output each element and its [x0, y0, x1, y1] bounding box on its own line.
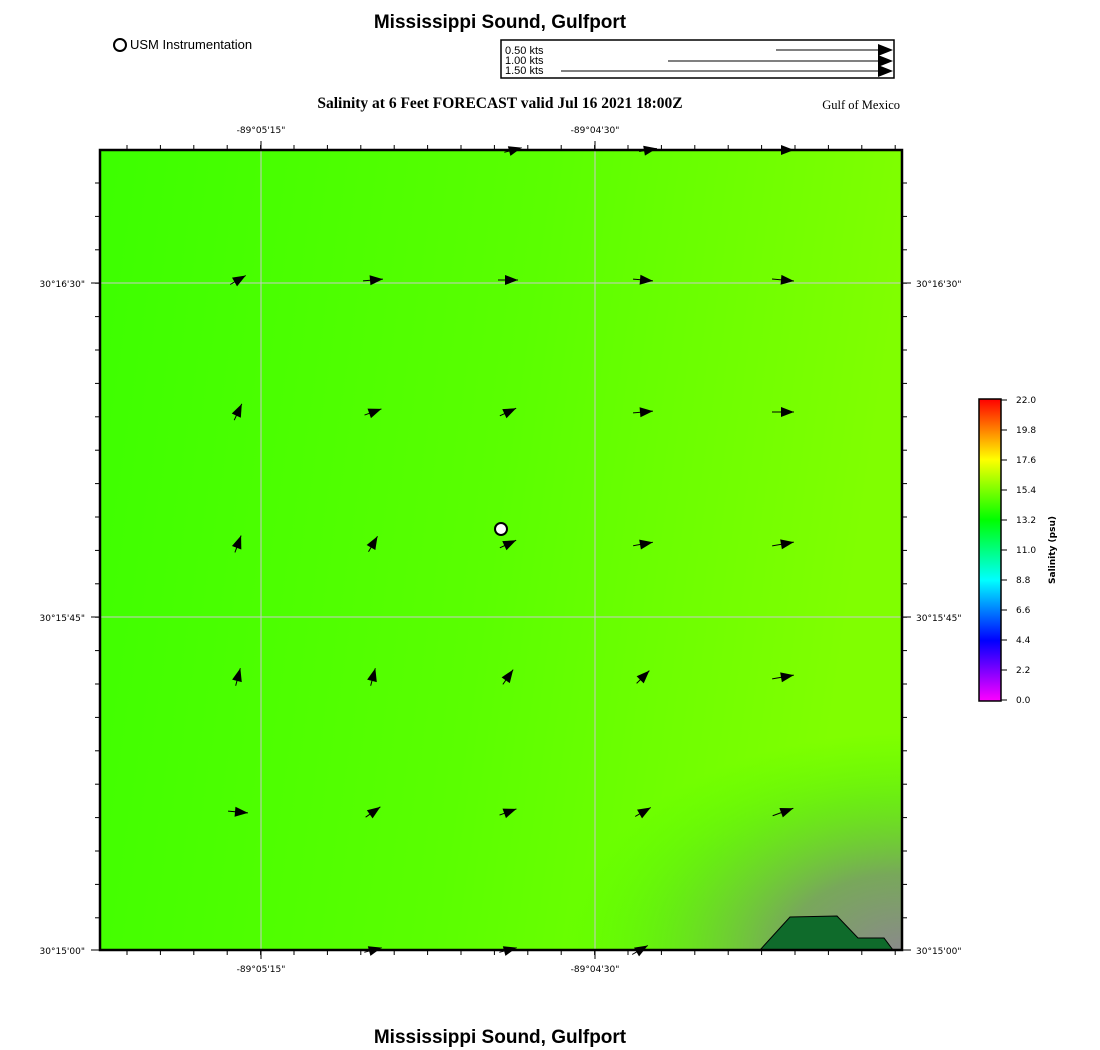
low-salinity-shallows	[420, 640, 902, 950]
top-tick-label-1: -89°04'30"	[570, 126, 620, 136]
bottom-tick-label-0: -89°05'15"	[236, 965, 286, 975]
colorbar-tick-label: 13.2	[1016, 516, 1037, 526]
salinity-colorbar	[979, 396, 1058, 706]
colorbar-gradient	[979, 399, 1001, 701]
colorbar-tick-label: 4.4	[1016, 636, 1031, 646]
right-tick-label-1: 30°15'45"	[916, 614, 962, 624]
right-tick-label-0: 30°16'30"	[916, 280, 962, 290]
left-tick-label-0: 30°16'30"	[39, 280, 85, 290]
speed-scale-legend	[501, 40, 894, 78]
colorbar-tick-label: 0.0	[1016, 696, 1031, 706]
colorbar-ticks	[1001, 396, 1036, 706]
forecast-subtitle: Salinity at 6 Feet FORECAST valid Jul 16 2021 18:00Z	[317, 95, 683, 112]
colorbar-tick-label: 17.6	[1016, 456, 1037, 466]
colorbar-tick-label: 8.8	[1016, 576, 1031, 586]
left-tick-label-2: 30°15'00"	[39, 947, 85, 957]
speed-label-2: 1.50 kts	[505, 65, 544, 77]
colorbar-tick-label: 19.8	[1016, 426, 1037, 436]
right-tick-label-2: 30°15'00"	[916, 947, 962, 957]
map-title: Mississippi Sound, Gulfport	[373, 12, 627, 33]
colorbar-tick-label: 15.4	[1016, 486, 1037, 496]
speed-scale-box	[501, 40, 894, 78]
usm-station-marker	[495, 523, 507, 535]
colorbar-tick-label: 6.6	[1016, 606, 1031, 616]
instrument-legend-label: USM Instrumentation	[130, 37, 253, 52]
footer-title: Mississippi Sound, Gulfport	[373, 1027, 627, 1048]
colorbar-title: Salinity (psu)	[1048, 516, 1058, 584]
left-tick-label-1: 30°15'45"	[39, 614, 85, 624]
colorbar-tick-label: 2.2	[1016, 666, 1031, 676]
top-tick-label-0: -89°05'15"	[236, 126, 286, 136]
colorbar-tick-label: 11.0	[1016, 546, 1037, 556]
colorbar-tick-label: 22.0	[1016, 396, 1037, 406]
map-plot-area	[91, 141, 911, 959]
speed-label-1: 1.00 kts	[505, 55, 544, 67]
speed-label-0: 0.50 kts	[505, 45, 544, 57]
bottom-tick-label-1: -89°04'30"	[570, 965, 620, 975]
region-label: Gulf of Mexico	[822, 98, 900, 112]
